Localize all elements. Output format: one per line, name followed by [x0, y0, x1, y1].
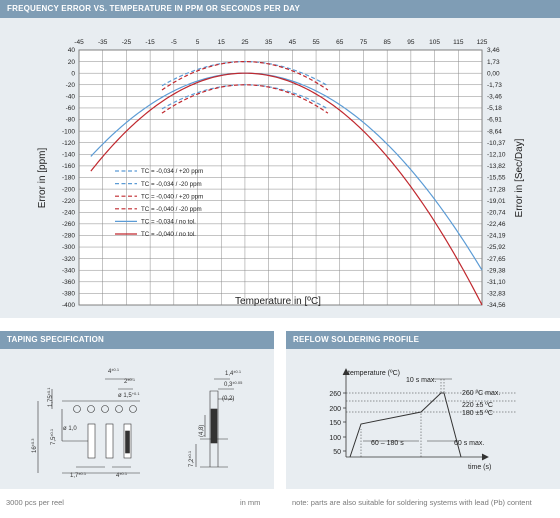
y-tick-label-left: -20	[65, 81, 75, 89]
x-tick-label: -5	[170, 39, 177, 46]
dim-1-0: ø 1,0	[63, 426, 77, 432]
y-tick-label-right: 1,73	[487, 58, 500, 66]
taping-section-header	[0, 331, 274, 349]
legend-label: TC = -0,034 / +20 ppm	[141, 168, 204, 176]
x-tick-label: 25	[241, 39, 249, 46]
dim-7-2: $7,2^{\pm 0.1}$	[187, 450, 195, 467]
x-tick-label: 55	[312, 39, 320, 46]
y-tick-label-right: 3,46	[487, 47, 500, 55]
dim-1-5: ø $1,5^{+0.1}$	[118, 391, 140, 399]
reflow-y-tick: 260	[329, 391, 341, 398]
x-tick-label: -15	[145, 39, 155, 46]
dim-0-3: $0,3^{\pm 0.05}$	[224, 380, 243, 388]
reflow-y-tick: 100	[329, 435, 341, 442]
tape-pocket	[88, 424, 95, 458]
y-tick-label-right: -29,38	[487, 267, 506, 275]
y-tick-label-right: -17,28	[487, 186, 506, 194]
sprocket-hole	[74, 406, 81, 413]
x-tick-label: 105	[429, 39, 441, 46]
component-side-view	[211, 409, 217, 443]
chart-section-title: FREQUENCY ERROR VS. TEMPERATURE IN PPM OR SECONDS PER DAY	[7, 4, 301, 13]
y-tick-label-right: -8,64	[487, 128, 502, 136]
y-tick-label-left: -360	[61, 279, 75, 287]
x-tick-label: 35	[265, 39, 273, 46]
y-tick-label-right: -15,55	[487, 174, 506, 182]
y-tick-label-right: -19,01	[487, 197, 506, 205]
y-tick-label-left: -260	[61, 221, 75, 229]
y-tick-label-right: -24,19	[487, 232, 506, 240]
y-tick-label-left: -340	[61, 267, 75, 275]
x-axis-label: Temperature in [ºC]	[235, 296, 321, 307]
dim-1-75: $1,75^{\pm 0.1}$	[46, 387, 54, 407]
dim-0-2: (0,2)	[222, 396, 235, 402]
y-tick-label-left: -280	[61, 232, 75, 240]
y-tick-label-left: -100	[61, 128, 75, 136]
dim-1-4: $1,4^{\pm 0.1}$	[225, 369, 242, 377]
side-dimension-lines	[196, 415, 205, 467]
dim-1-7: $1,7^{\pm 0.1}$	[70, 471, 87, 479]
reflow-section-title: REFLOW SOLDERING PROFILE	[293, 335, 420, 344]
reflow-dimension-arrows	[363, 379, 459, 441]
y-tick-label-left: -120	[61, 139, 75, 147]
reflow-annotation-60s: 60 s max.	[454, 440, 485, 447]
reflow-y-tick: 150	[329, 420, 341, 427]
taping-footer-right: in mm	[240, 498, 261, 507]
legend-label: TC = -0,034 / -20 ppm	[141, 180, 202, 188]
frequency-error-chart	[0, 18, 560, 318]
chart-section-header	[0, 0, 560, 18]
y-tick-label-right: -20,74	[487, 209, 506, 217]
component-in-pocket	[126, 431, 130, 453]
reflow-y-tick: 50	[333, 449, 341, 456]
reflow-x-arrow	[482, 454, 488, 460]
y-tick-label-left: -400	[61, 302, 75, 310]
reflow-annotation-60-180: 60 – 180 s	[371, 440, 404, 447]
y-tick-label-left: -380	[61, 290, 75, 298]
y-tick-label-right: -1,73	[487, 81, 502, 89]
taping-footer-left: 3000 pcs per reel	[6, 498, 64, 507]
x-tick-label: 15	[217, 39, 225, 46]
dim-4-8: (4,8)	[199, 424, 205, 437]
y-tick-label-left: -220	[61, 197, 75, 205]
dim-2: $2^{\pm 0.1}$	[124, 377, 136, 385]
y-tick-label-left: -80	[65, 116, 75, 124]
x-tick-label: 65	[336, 39, 344, 46]
y-tick-label-right: -27,65	[487, 255, 506, 263]
dim-4-bottom: $4^{\pm 0.1}$	[116, 471, 128, 479]
y-tick-label-right: 0,00	[487, 70, 500, 78]
x-tick-label: 5	[195, 39, 200, 46]
y-tick-label-right: -3,46	[487, 93, 502, 101]
x-tick-label: 45	[288, 39, 296, 46]
reflow-y-label: temperature (ºC)	[348, 370, 400, 377]
y-axis-label-right: Error in [Sec/Day]	[514, 138, 525, 218]
reflow-annotation-220: 220 ±5 ºC	[462, 402, 493, 409]
x-tick-label: 115	[453, 39, 464, 46]
reflow-x-label: time (s)	[468, 464, 492, 471]
sprocket-hole	[116, 406, 123, 413]
dim-7-5: $7,5^{\pm 0.1}$	[49, 428, 57, 445]
reflow-annotation-260: 260 ºC max.	[462, 390, 501, 397]
y-tick-label-left: -300	[61, 244, 75, 252]
x-tick-label: 75	[359, 39, 368, 46]
sprocket-hole	[102, 406, 109, 413]
reflow-section-header	[286, 331, 560, 349]
taping-section-title: TAPING SPECIFICATION	[7, 335, 105, 344]
y-tick-label-left: 0	[71, 70, 75, 78]
y-tick-label-right: -34,56	[487, 302, 506, 310]
legend-label: TC = -0,040 / +20 ppm	[141, 193, 204, 201]
x-tick-label: -35	[98, 39, 108, 46]
taping-drawing	[0, 349, 274, 489]
y-tick-label-right: -5,18	[487, 105, 502, 113]
x-tick-label: -45	[74, 39, 84, 46]
x-tick-label: 95	[407, 39, 415, 46]
y-tick-label-left: -200	[61, 186, 75, 194]
y-tick-label-right: -22,46	[487, 221, 506, 229]
dim-16: $16^{\pm 0.3}$	[30, 438, 38, 453]
dim-4-top: $4^{\pm 0.1}$	[108, 367, 120, 375]
y-tick-label-left: -40	[65, 93, 75, 101]
x-tick-label: 85	[383, 39, 391, 46]
legend-label: TC = -0,040 / -20 ppm	[141, 206, 202, 213]
y-tick-label-left: -320	[61, 255, 75, 263]
reflow-tick-marks	[343, 393, 346, 451]
sprocket-hole	[88, 406, 95, 413]
x-tick-label: 125	[476, 39, 488, 46]
y-tick-label-right: -6,91	[487, 116, 502, 124]
sprocket-hole	[130, 406, 137, 413]
y-tick-label-left: -60	[65, 105, 75, 113]
y-tick-label-right: -10,37	[487, 139, 506, 147]
y-tick-label-left: -240	[61, 209, 75, 217]
y-tick-label-left: 40	[67, 47, 75, 55]
y-axis-label-left: Error in [ppm]	[37, 147, 48, 209]
y-tick-label-left: -160	[61, 163, 75, 171]
y-tick-label-right: -31,10	[487, 279, 506, 287]
legend-label: TC = -0,034 / no tol.	[141, 218, 196, 226]
x-tick-label: -25	[121, 39, 132, 46]
reflow-y-tick: 200	[329, 406, 341, 413]
y-tick-label-right: -12,10	[487, 151, 506, 159]
reflow-profile-curve	[350, 393, 461, 457]
y-tick-label-right: -13,82	[487, 163, 506, 171]
legend-label: TC = -0,040 / no tol.	[141, 231, 196, 239]
y-tick-label-right: -32,83	[487, 290, 506, 298]
y-tick-label-left: 20	[67, 58, 75, 66]
reflow-footer-note: note: parts are also suitable for soldering systems with lead (Pb) content	[292, 498, 532, 507]
y-tick-label-right: -25,92	[487, 244, 506, 252]
reflow-annotation-180: 180 ±5 ºC	[462, 410, 493, 417]
reflow-annotation-10s: 10 s max.	[406, 377, 437, 384]
y-tick-label-left: -140	[61, 151, 75, 159]
tape-pocket	[106, 424, 113, 458]
y-tick-label-left: -180	[61, 174, 75, 182]
reflow-profile-chart	[286, 349, 560, 489]
